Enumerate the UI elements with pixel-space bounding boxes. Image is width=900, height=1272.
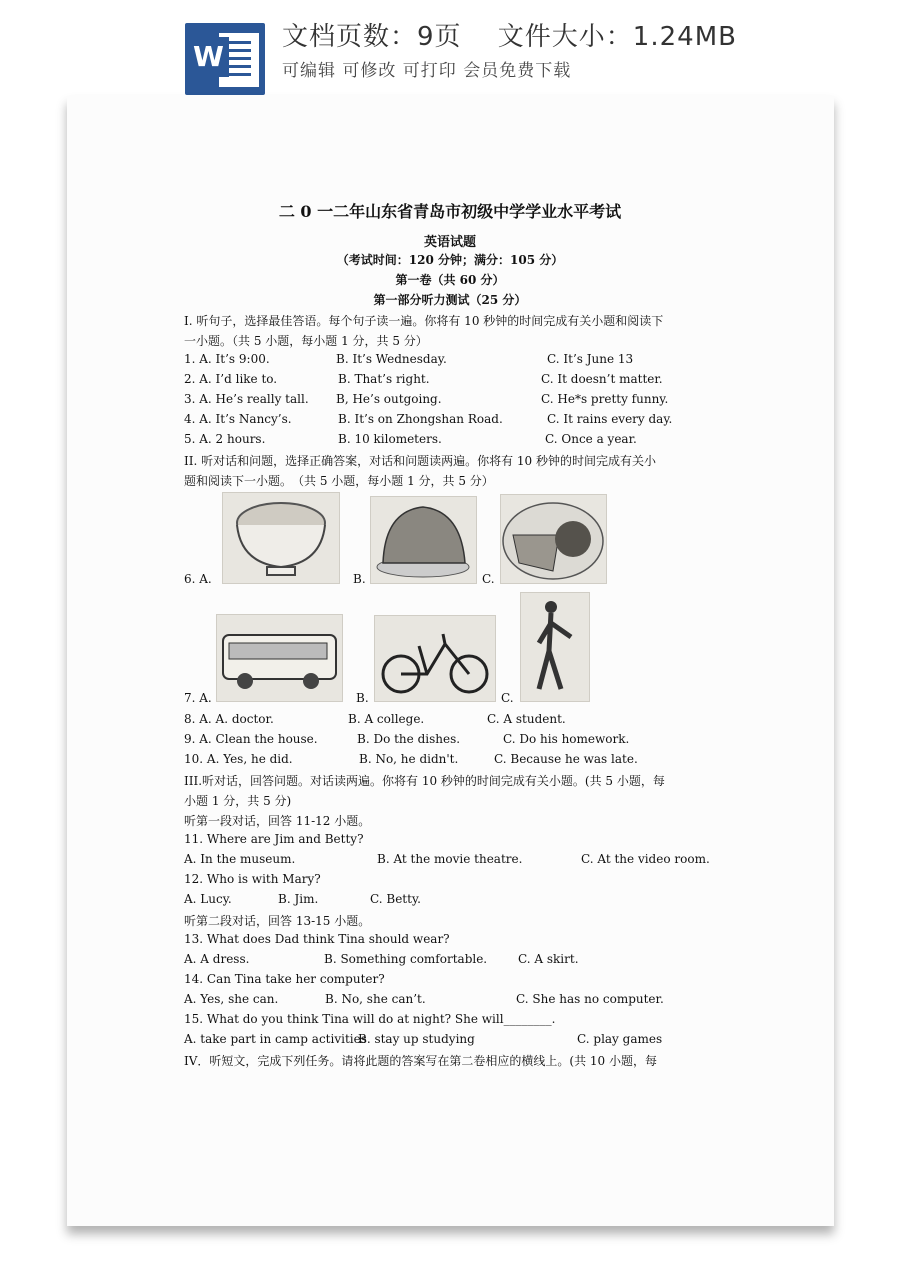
word-icon-letter: W: [193, 37, 229, 77]
question-option: 5. A. 2 hours.: [184, 432, 266, 446]
question-option: B. Jim.: [278, 892, 319, 906]
question-option: C. Do his homework.: [503, 732, 630, 746]
section1-instruction: 一小题。（共 5 小题，每小题 1 分，共 5 分）: [184, 334, 428, 348]
section1-instruction: I. 听句子，选择最佳答语。每个句子读一遍。你将有 10 秒钟的时间完成有关小题和阅读下: [184, 314, 664, 328]
question-option: A. A dress.: [184, 952, 250, 966]
question-option: 3. A. He’s really tall.: [184, 392, 309, 406]
walking-person-image: [520, 592, 590, 702]
exam-title: 二 0 一二年山东省青岛市初级中学学业水平考试: [278, 202, 622, 221]
question-text: 11. Where are Jim and Betty?: [184, 832, 364, 846]
exam-subject: 英语试题: [423, 235, 476, 250]
question-option: A. In the museum.: [184, 852, 296, 866]
section3-instruction: 小题 1 分，共 5 分): [184, 794, 292, 808]
question-option: C. It rains every day.: [547, 412, 673, 426]
question-option: 8. A. A. doctor.: [184, 712, 274, 726]
exam-meta: （考试时间：120 分钟；满分：105 分）: [336, 253, 564, 267]
question-option: C. Once a year.: [545, 432, 637, 446]
question-option: C. A skirt.: [518, 952, 579, 966]
question-label: B.: [353, 572, 366, 586]
question-option: A. take part in camp activities: [184, 1032, 367, 1046]
question-option: B, He’s outgoing.: [336, 392, 442, 406]
question-option: C. Because he was late.: [494, 752, 638, 766]
question-text: 13. What does Dad think Tina should wear?: [184, 932, 450, 946]
question-label: 6. A.: [184, 572, 212, 586]
bicycle-image: [374, 615, 496, 702]
section2-instruction: 题和阅读下一小题。 （共 5 小题，每小题 1 分，共 5 分）: [184, 474, 494, 488]
dialog-heading: 听第一段对话，回答 11-12 小题。: [184, 814, 371, 828]
question-option: A. Lucy.: [184, 892, 232, 906]
question-option: A. Yes, she can.: [184, 992, 279, 1006]
question-option: B. A college.: [348, 712, 425, 726]
question-label: C.: [501, 691, 514, 705]
question-option: C. At the video room.: [581, 852, 710, 866]
question-option: B. Something comfortable.: [324, 952, 488, 966]
question-option: B. 10 kilometers.: [338, 432, 442, 446]
section4-instruction: IV．听短文，完成下列任务。请将此题的答案写在第二卷相应的横线上。(共 10 小题，每: [184, 1054, 657, 1068]
question-option: 9. A. Clean the house.: [184, 732, 318, 746]
question-option: 10. A. Yes, he did.: [184, 752, 293, 766]
question-option: C. play games: [577, 1032, 663, 1046]
question-label: 7. A.: [184, 691, 212, 705]
meal-plate-image: [500, 494, 607, 584]
document-info-title: 文档页数：9页 文件大小：1.24MB: [282, 22, 737, 52]
question-option: B. At the movie theatre.: [377, 852, 523, 866]
question-text: 12. Who is with Mary?: [184, 872, 321, 886]
question-option: C. It doesn’t matter.: [541, 372, 663, 386]
question-option: B. stay up studying: [358, 1032, 475, 1046]
question-option: C. Betty.: [370, 892, 421, 906]
question-option: C. He*s pretty funny.: [541, 392, 669, 406]
question-option: B. No, he didn't.: [359, 752, 459, 766]
question-option: C. A student.: [487, 712, 566, 726]
question-option: B. It’s Wednesday.: [336, 352, 447, 366]
question-label: B.: [356, 691, 369, 705]
question-option: 1. A. It’s 9:00.: [184, 352, 270, 366]
section3-instruction: III.听对话，回答问题。对话读两遍。你将有 10 秒钟的时间完成有关小题。(共 5 小题，每: [184, 774, 665, 788]
question-option: C. She has no computer.: [516, 992, 664, 1006]
question-option: C. It’s June 13: [547, 352, 634, 366]
question-option: B. No, she can’t.: [325, 992, 426, 1006]
question-option: B. It’s on Zhongshan Road.: [338, 412, 503, 426]
section2-instruction: II. 听对话和问题，选择正确答案，对话和问题读两遍。你将有 10 秒钟的时间完成有关小: [184, 454, 657, 468]
document-features: 可编辑 可修改 可打印 会员免费下载: [282, 61, 572, 81]
exam-part: 第一部分听力测试（25 分）: [373, 293, 527, 307]
question-option: B. That’s right.: [338, 372, 430, 386]
question-option: 4. A. It’s Nancy’s.: [184, 412, 292, 426]
word-document-icon: [185, 23, 265, 95]
rice-bowl-image: [222, 492, 340, 584]
exam-volume: 第一卷（共 60 分）: [395, 273, 505, 287]
bus-image: [216, 614, 343, 702]
dialog-heading: 听第二段对话，回答 13-15 小题。: [184, 914, 371, 928]
download-banner: [0, 0, 900, 100]
question-label: C.: [482, 572, 495, 586]
question-text: 14. Can Tina take her computer?: [184, 972, 385, 986]
question-text: 15. What do you think Tina will do at night? She will________.: [184, 1012, 556, 1026]
cake-image: [370, 496, 477, 584]
question-option: 2. A. I’d like to.: [184, 372, 278, 386]
question-option: B. Do the dishes.: [357, 732, 461, 746]
